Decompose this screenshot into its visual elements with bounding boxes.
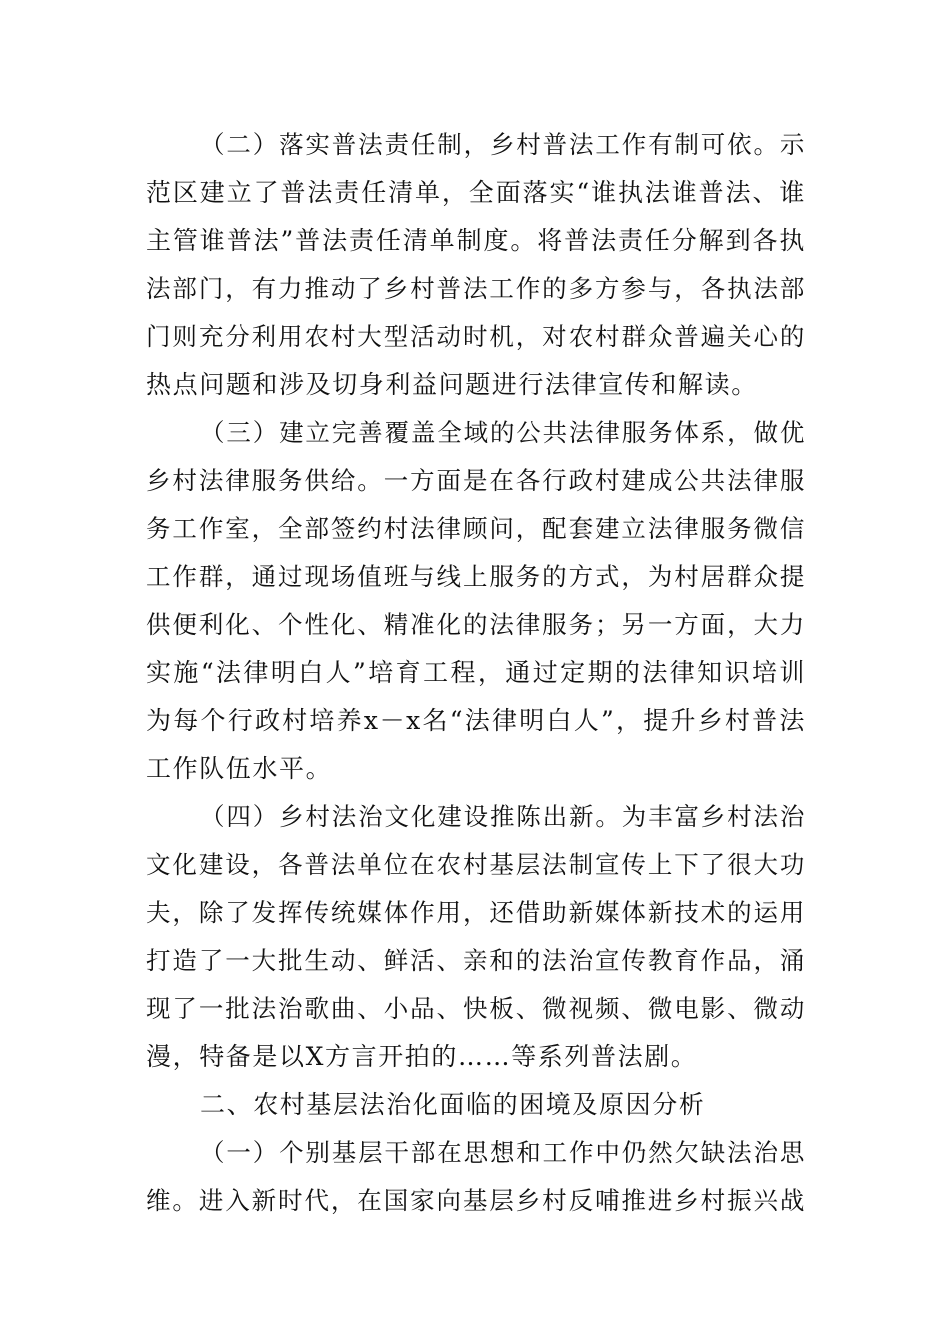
paragraph-line: 漫，特备是以X方言开拍的……等系列普法剧。: [146, 1042, 698, 1071]
paragraph-line: 务工作室，全部签约村法律顾问，配套建立法律服务微信: [146, 514, 806, 543]
paragraph-line: 夫，除了发挥传统媒体作用，还借助新媒体新技术的运用: [146, 898, 806, 927]
paragraph-line: （四）乡村法治文化建设推陈出新。为丰富乡村法治: [200, 802, 806, 831]
paragraph-line: 热点问题和涉及切身利益问题进行法律宣传和解读。: [146, 370, 758, 399]
paragraph-line: 打造了一大批生动、鲜活、亲和的法治宣传教育作品，涌: [146, 946, 806, 975]
section-heading: 二、农村基层法治化面临的困境及原因分析: [200, 1090, 706, 1119]
paragraph-line: 供便利化、个性化、精准化的法律服务；另一方面，大力: [146, 610, 806, 639]
paragraph-line: 文化建设，各普法单位在农村基层法制宣传上下了很大功: [146, 850, 806, 879]
paragraph-line: 维。进入新时代，在国家向基层乡村反哺推进乡村振兴战: [146, 1186, 806, 1215]
paragraph-line: 实施“法律明白人”培育工程，通过定期的法律知识培训: [146, 658, 806, 687]
paragraph-line: 主管谁普法”普法责任清单制度。将普法责任分解到各执: [146, 226, 806, 255]
paragraph-line: 法部门，有力推动了乡村普法工作的多方参与，各执法部: [146, 274, 806, 303]
paragraph-line: （二）落实普法责任制，乡村普法工作有制可依。示: [200, 130, 806, 159]
paragraph-line: （三）建立完善覆盖全域的公共法律服务体系，做优: [200, 418, 806, 447]
paragraph-line: 范区建立了普法责任清单，全面落实“谁执法谁普法、谁: [146, 178, 806, 207]
paragraph-line: 现了一批法治歌曲、小品、快板、微视频、微电影、微动: [146, 994, 806, 1023]
paragraph-line: 为每个行政村培养x－x名“法律明白人”，提升乡村普法: [146, 706, 806, 735]
paragraph-line: 工作群，通过现场值班与线上服务的方式，为村居群众提: [146, 562, 806, 591]
paragraph-line: （一）个别基层干部在思想和工作中仍然欠缺法治思: [200, 1138, 806, 1167]
paragraph-line: 门则充分利用农村大型活动时机，对农村群众普遍关心的: [146, 322, 806, 351]
paragraph-line: 工作队伍水平。: [146, 754, 333, 783]
paragraph-line: 乡村法律服务供给。一方面是在各行政村建成公共法律服: [146, 466, 806, 495]
